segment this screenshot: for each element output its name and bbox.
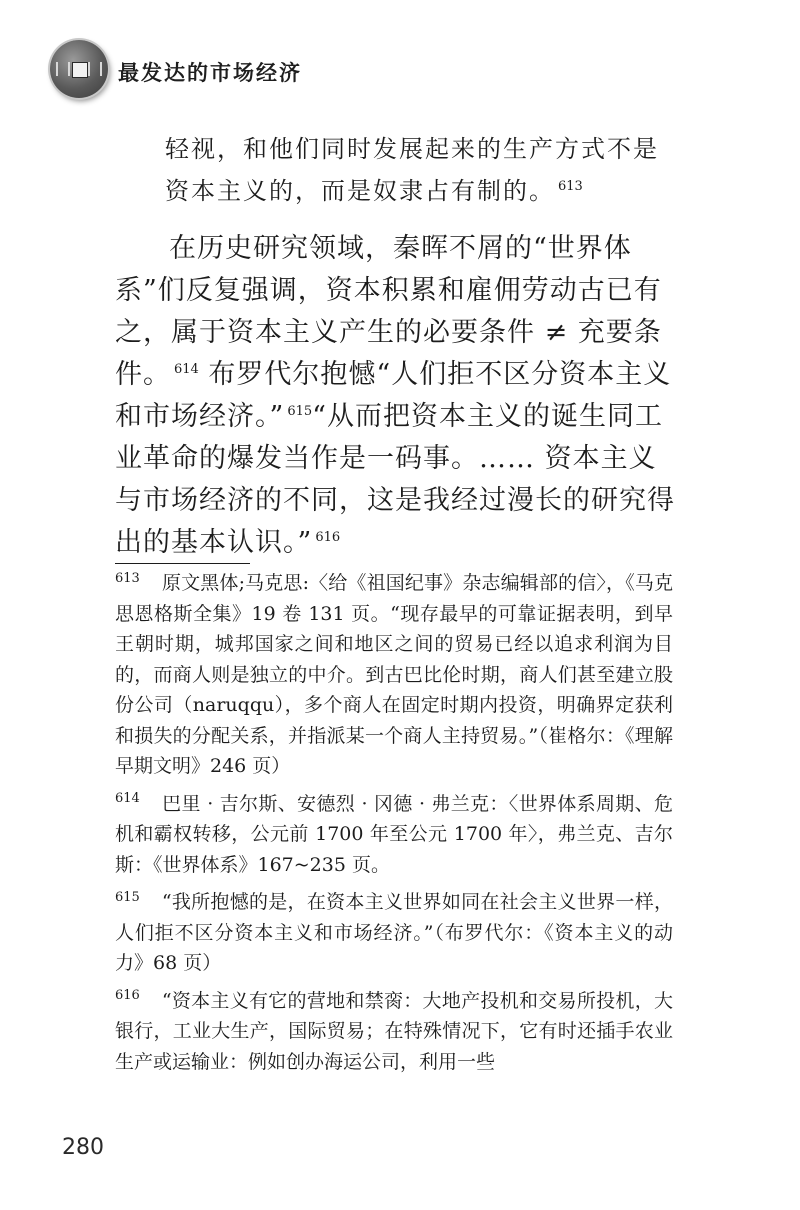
footnote-613 bbox=[115, 568, 673, 782]
block-quote bbox=[165, 128, 675, 212]
footnote-text: 巴里 · 吉尔斯、安德烈 · 冈德 · 弗兰克：〈世界体系周期、危机和霸权转移，公元前 1700 年至公元 1700 年〉，弗兰克、吉尔斯：《世界体系》167~235 页。 bbox=[115, 792, 673, 876]
footnote-number: 614 bbox=[115, 791, 140, 807]
footnote-ref-615[interactable]: 615 bbox=[287, 404, 313, 419]
footnote-ref-614[interactable]: 614 bbox=[174, 362, 199, 377]
footnote-text: “我所抱憾的是，在资本主义世界如同在社会主义世界一样，人们拒不区分资本主义和市场经济。”（布罗代尔：《资本主义的动力》68 页） bbox=[115, 891, 673, 974]
body-paragraph bbox=[115, 228, 675, 564]
footnote-ref-613[interactable]: 613 bbox=[558, 179, 583, 194]
footnote-text: “资本主义有它的营地和禁脔：大地产投机和交易所投机，大银行，工业大生产，国际贸易；在特殊情况下，它有时还插手农业生产或运输业：例如创办海运公司，利用一些 bbox=[115, 989, 673, 1073]
quote-text: 轻视，和他们同时发展起来的生产方式不是资本主义的，而是奴隶占有制的。 bbox=[165, 135, 659, 205]
footnotes bbox=[115, 568, 673, 1084]
footnote-text: 原文黑体;马克思:〈给《祖国纪事》杂志编辑部的信〉，《马克思恩格斯全集》19 卷 131 页。“现存最早的可靠证据表明，到早王朝时期，城邦国家之间和地区之间的贸易已经以追求利润为目的，而商人则是独立的中介。到古巴比伦时期，商人们甚至建立股份公司（naruqqu），多个商人在固定时期内投资，明确界定获利和损失的分配关系，并指派某一个商人主持贸易。”（崔格尔：《理解早期文明》246 页） bbox=[115, 572, 673, 777]
footnote-615 bbox=[115, 887, 673, 979]
running-title: 最发达的市场经济 bbox=[118, 60, 302, 85]
running-header bbox=[50, 40, 750, 104]
footnote-number: 615 bbox=[115, 889, 140, 905]
coin-glyph-right bbox=[88, 62, 102, 76]
footnote-number: 613 bbox=[115, 570, 140, 586]
coin-icon bbox=[50, 40, 108, 98]
body-segment-3: “从而把资本主义的诞生同工业革命的爆发当作是一码事。…… 资本主义与市场经济的不同，这是我经过漫长的研究得出的基本认识。” bbox=[115, 401, 675, 558]
body-segment-2: 布罗代尔抱憾“人们拒不区分资本主义和市场经济。” bbox=[115, 359, 672, 432]
footnote-616 bbox=[115, 986, 673, 1078]
footnote-divider bbox=[115, 563, 250, 564]
page-number: 280 bbox=[62, 1135, 104, 1160]
body-segment-1: 在历史研究领域，秦晖不屑的“世界体系”们反复强调，资本积累和雇佣劳动古已有之，属于资本主义产生的必要条件 ≠ 充要条件。 bbox=[115, 233, 662, 390]
footnote-ref-616[interactable]: 616 bbox=[315, 530, 341, 545]
coin-glyph-left bbox=[56, 62, 70, 76]
footnote-614 bbox=[115, 789, 673, 881]
coin-square-hole bbox=[72, 62, 88, 78]
footnote-number: 616 bbox=[115, 988, 140, 1004]
